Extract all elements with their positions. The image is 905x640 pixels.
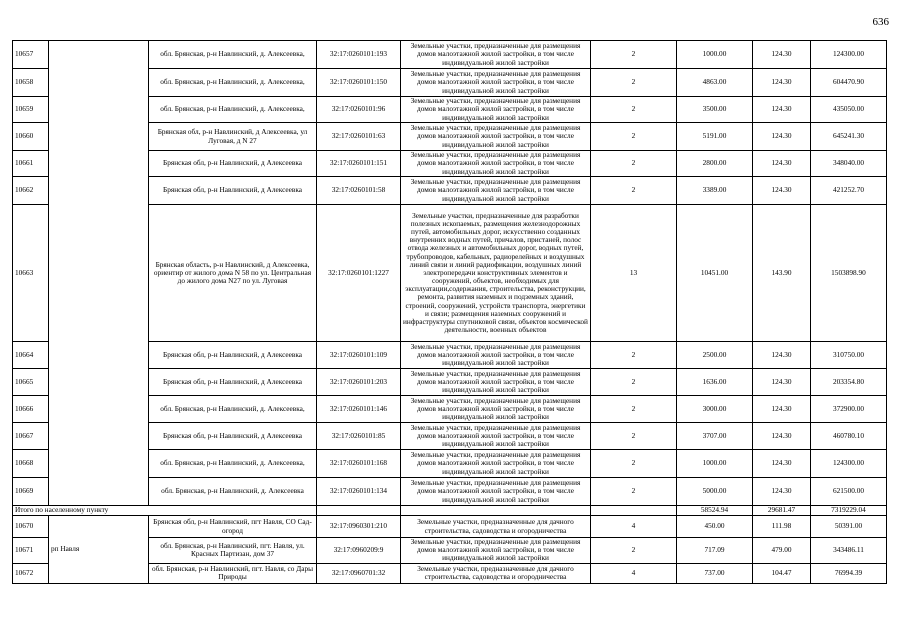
area: 1000.00 [677,450,753,478]
specific-value: 124.30 [753,151,811,177]
table-row [13,516,887,538]
total-row [13,506,887,516]
address: обл. Брянская, р-н Навлинский, д. Алексеевка, [149,41,317,69]
area: 4863.00 [677,69,753,97]
specific-value: 124.30 [753,423,811,450]
object-id: 10658 [13,69,49,97]
land-purpose: Земельные участки, предназначенные для разработки полезных ископаемых, размещения железнодорожных путей, автомобильных дорог, искусственно созданных внутренних водных путей, причалов, пристаней, полос отвода железных и автомобильных дорог, водных путей, трубопроводов, кабельных, радиорелейных и воздушных линий связи и линий радиофикации, воздушных линий электропередачи конструктивных элементов и сооружений, объектов, необходимых для эксплуатации,содержания, строительства, реконструкции, ремонта, развития наземных и подземных зданий, строений, сооружений, устройств транспорта, энергетики и связи; размещения наземных сооружений и инфраструктуры спутниковой связи, объектов космической деятельности, военных объектов [401,205,591,342]
object-id: 10659 [13,97,49,123]
cadastral-value: 460780.10 [811,423,887,450]
land-purpose: Земельные участки, предназначенные для размещения домов малоэтажной жилой застройки, в том числе индивидуальной жилой застройки [401,450,591,478]
specific-value: 111.98 [753,516,811,538]
land-purpose: Земельные участки, предназначенные для размещения домов малоэтажной жилой застройки, в том числе индивидуальной жилой застройки [401,177,591,205]
cadastral-number: 32:17:0260101:96 [317,97,401,123]
cadastral-number: 32:17:0260101:1227 [317,205,401,342]
object-id: 10661 [13,151,49,177]
land-purpose: Земельные участки, предназначенные для размещения домов малоэтажной жилой застройки, в том числе индивидуальной жилой застройки [401,151,591,177]
cadastral-number: 32:17:0260101:85 [317,423,401,450]
area: 1636.00 [677,369,753,396]
specific-value: 143.90 [753,205,811,342]
purpose-group: 2 [591,369,677,396]
address: Брянская обл, р-н Навлинский, д Алексеевка [149,177,317,205]
area: 2800.00 [677,151,753,177]
cadastral-number: 32:17:0260101:58 [317,177,401,205]
object-id: 10660 [13,123,49,151]
locality: рп Навля [49,516,149,584]
purpose-group: 2 [591,177,677,205]
land-purpose: Земельные участки, предназначенные для дачного строительства, садоводства и огородничества [401,563,591,583]
specific-value: 124.30 [753,369,811,396]
address: обл. Брянская, р-н Навлинский, пгт. Навля, со Дары Природы [149,563,317,583]
land-purpose: Земельные участки, предназначенные для размещения домов малоэтажной жилой застройки, в том числе индивидуальной жилой застройки [401,478,591,506]
cadastral-value: 76994.39 [811,563,887,583]
specific-value: 479.00 [753,538,811,564]
address: обл. Брянская, р-н Навлинский, д. Алексеевка, [149,450,317,478]
object-id: 10657 [13,41,49,69]
address: обл. Брянская, р-н Навлинский, д. Алексеевка, [149,97,317,123]
address: Брянская обл, р-н Навлинский, д Алексеевка [149,423,317,450]
cadastral-number: 32:17:0260101:203 [317,369,401,396]
area: 3000.00 [677,396,753,423]
purpose-group: 4 [591,516,677,538]
cadastral-value: 124300.00 [811,450,887,478]
cadastral-number: 32:17:0260101:151 [317,151,401,177]
cadastral-number: 32:17:0260101:146 [317,396,401,423]
area: 2500.00 [677,342,753,369]
cadastral-number: 32:17:0960209:9 [317,538,401,564]
object-id: 10664 [13,342,49,369]
area: 450.00 [677,516,753,538]
cadastral-value: 372900.00 [811,396,887,423]
purpose-group: 2 [591,423,677,450]
address: обл. Брянская, р-н Навлинский, д. Алексеевка [149,478,317,506]
land-purpose: Земельные участки, предназначенные для размещения домов малоэтажной жилой застройки, в том числе индивидуальной жилой застройки [401,369,591,396]
object-id: 10669 [13,478,49,506]
address: Брянская обл, р-н Навлинский, д Алексеевка [149,151,317,177]
land-purpose: Земельные участки, предназначенные для размещения домов малоэтажной жилой застройки, в том числе индивидуальной жилой застройки [401,97,591,123]
address: Брянская обл, р-н Навлинский, д Алексеевка, ул Луговая, д N 27 [149,123,317,151]
cadastral-value: 645241.30 [811,123,887,151]
cadastral-number: 32:17:0260101:63 [317,123,401,151]
cadastral-number: 32:17:0260101:150 [317,69,401,97]
cadastral-value: 50391.00 [811,516,887,538]
purpose-group: 13 [591,205,677,342]
specific-value: 124.30 [753,41,811,69]
purpose-group: 4 [591,563,677,583]
area: 737.00 [677,563,753,583]
area: 5191.00 [677,123,753,151]
address: Брянская область, р-н Навлинский, д Алексеевка, ориентир от жилого дома N 58 по ул. Центральная до жилого дома N27 по ул. Луговая [149,205,317,342]
table-row [13,41,887,69]
cadastral-number: 32:17:0260101:168 [317,450,401,478]
cadastral-number: 32:17:0260101:193 [317,41,401,69]
total-value: 7319229.04 [811,506,887,516]
locality [49,41,149,506]
land-purpose: Земельные участки, предназначенные для размещения домов малоэтажной жилой застройки, в том числе индивидуальной жилой застройки [401,342,591,369]
land-purpose: Земельные участки, предназначенные для размещения домов малоэтажной жилой застройки, в том числе индивидуальной жилой застройки [401,538,591,564]
area: 10451.00 [677,205,753,342]
specific-value: 124.30 [753,69,811,97]
total-empty [591,506,677,516]
cadastral-value-table [12,40,887,584]
cadastral-value: 435050.00 [811,97,887,123]
object-id: 10662 [13,177,49,205]
object-id: 10671 [13,538,49,564]
specific-value: 124.30 [753,123,811,151]
land-purpose: Земельные участки, предназначенные для размещения домов малоэтажной жилой застройки, в том числе индивидуальной жилой застройки [401,41,591,69]
address: обл. Брянская, р-н Навлинский, пгт. Навля, ул. Красных Партизан, дом 37 [149,538,317,564]
land-purpose: Земельные участки, предназначенные для дачного строительства, садоводства и огородничества [401,516,591,538]
purpose-group: 2 [591,123,677,151]
object-id: 10666 [13,396,49,423]
address: обл. Брянская, р-н Навлинский, д. Алексеевка, [149,69,317,97]
object-id: 10667 [13,423,49,450]
cadastral-value: 124300.00 [811,41,887,69]
cadastral-value: 604470.90 [811,69,887,97]
purpose-group: 2 [591,342,677,369]
cadastral-value: 203354.80 [811,369,887,396]
area: 5000.00 [677,478,753,506]
total-empty [401,506,591,516]
land-purpose: Земельные участки, предназначенные для размещения домов малоэтажной жилой застройки, в том числе индивидуальной жилой застройки [401,69,591,97]
area: 3707.00 [677,423,753,450]
cadastral-value: 310750.00 [811,342,887,369]
cadastral-number: 32:17:0960701:32 [317,563,401,583]
purpose-group: 2 [591,151,677,177]
address: Брянская обл, р-н Навлинский, д Алексеевка [149,342,317,369]
address: обл. Брянская, р-н Навлинский, д. Алексеевка, [149,396,317,423]
purpose-group: 2 [591,538,677,564]
cadastral-value: 348040.00 [811,151,887,177]
specific-value: 124.30 [753,396,811,423]
object-id: 10668 [13,450,49,478]
specific-value: 124.30 [753,450,811,478]
cadastral-value: 421252.70 [811,177,887,205]
purpose-group: 2 [591,97,677,123]
total-empty [317,506,401,516]
total-rate: 29681.47 [753,506,811,516]
object-id: 10672 [13,563,49,583]
specific-value: 104.47 [753,563,811,583]
specific-value: 124.30 [753,177,811,205]
cadastral-value: 1503898.90 [811,205,887,342]
specific-value: 124.30 [753,97,811,123]
purpose-group: 2 [591,396,677,423]
object-id: 10670 [13,516,49,538]
page-number: 636 [872,16,889,28]
area: 3500.00 [677,97,753,123]
cadastral-number: 32:17:0260101:134 [317,478,401,506]
land-purpose: Земельные участки, предназначенные для размещения домов малоэтажной жилой застройки, в том числе индивидуальной жилой застройки [401,423,591,450]
area: 3389.00 [677,177,753,205]
cadastral-value: 343486.11 [811,538,887,564]
purpose-group: 2 [591,41,677,69]
cadastral-number: 32:17:0260101:109 [317,342,401,369]
cadastral-value: 621500.00 [811,478,887,506]
cadastral-number: 32:17:0960301:210 [317,516,401,538]
purpose-group: 2 [591,69,677,97]
object-id: 10663 [13,205,49,342]
address: Брянская обл, р-н Навлинский, д Алексеевка [149,369,317,396]
land-purpose: Земельные участки, предназначенные для размещения домов малоэтажной жилой застройки, в том числе индивидуальной жилой застройки [401,396,591,423]
specific-value: 124.30 [753,342,811,369]
land-purpose: Земельные участки, предназначенные для размещения домов малоэтажной жилой застройки, в том числе индивидуальной жилой застройки [401,123,591,151]
area: 1000.00 [677,41,753,69]
area: 717.09 [677,538,753,564]
purpose-group: 2 [591,450,677,478]
object-id: 10665 [13,369,49,396]
address: Брянская обл, р-н Навлинский, пгт Навля, СО Сад-огород [149,516,317,538]
specific-value: 124.30 [753,478,811,506]
purpose-group: 2 [591,478,677,506]
total-area: 58524.94 [677,506,753,516]
total-label: Итого по населенному пункту [13,506,317,516]
